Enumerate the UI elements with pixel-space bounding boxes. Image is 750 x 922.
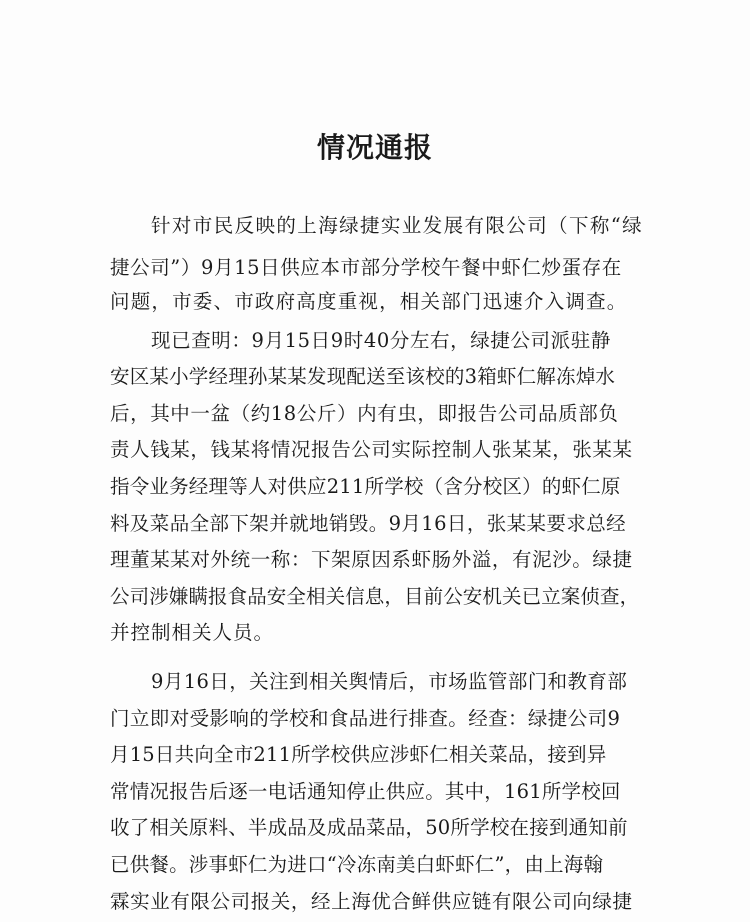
text-line: 问题，市委、市政府高度重视，相关部门迅速介入调查。 [110, 290, 628, 313]
text-line: 并控制相关人员。 [110, 621, 275, 644]
text-line: 现已查明：9月15日9时40分左右，绿捷公司派驻静 [151, 329, 611, 352]
text-line: 霖实业有限公司报关，经上海优合鲜供应链有限公司向绿捷 [110, 890, 633, 913]
text-line: 已供餐。涉事虾仁为进口“冷冻南美白虾虾仁”，由上海翰 [110, 853, 604, 876]
text-line: 门立即对受影响的学校和食品进行排查。经查：绿捷公司9 [110, 707, 621, 730]
text-line: 常情况报告后逐一电话通知停止供应。其中，161所学校回 [110, 780, 621, 803]
page-title: 情况通报 [316, 131, 433, 164]
text-line: 安区某小学经理孙某某发现配送至该校的3箱虾仁解冻焯水 [110, 365, 616, 388]
text-line: 料及菜品全部下架并就地销毁。9月16日，张某某要求总经 [110, 512, 627, 535]
text-line: 针对市民反映的上海绿捷实业发展有限公司（下称“绿 [151, 214, 644, 237]
text-line: 后，其中一盆（约18公斤）内有虫，即报告公司品质部负 [110, 402, 619, 425]
text-line: 月15日共向全市211所学校供应涉虾仁相关菜品，接到异 [110, 743, 607, 766]
text-line: 收了相关原料、半成品及成品菜品，50所学校在接到通知前 [110, 816, 628, 839]
text-line: 捷公司”）9月15日供应本市部分学校午餐中虾仁炒蛋存在 [110, 256, 622, 279]
text-line: 责人钱某，钱某将情况报告公司实际控制人张某某，张某某 [110, 438, 633, 461]
text-line: 9月16日，关注到相关舆情后，市场监管部门和教育部 [151, 670, 628, 693]
text-line: 理董某某对外统一称：下架原因系虾肠外溢，有泥沙。绿捷 [110, 548, 633, 571]
text-line: 指令业务经理等人对供应211所学校（含分校区）的虾仁原 [110, 475, 621, 498]
text-line: 公司涉嫌瞒报食品安全相关信息，目前公安机关已立案侦查， [110, 585, 640, 608]
